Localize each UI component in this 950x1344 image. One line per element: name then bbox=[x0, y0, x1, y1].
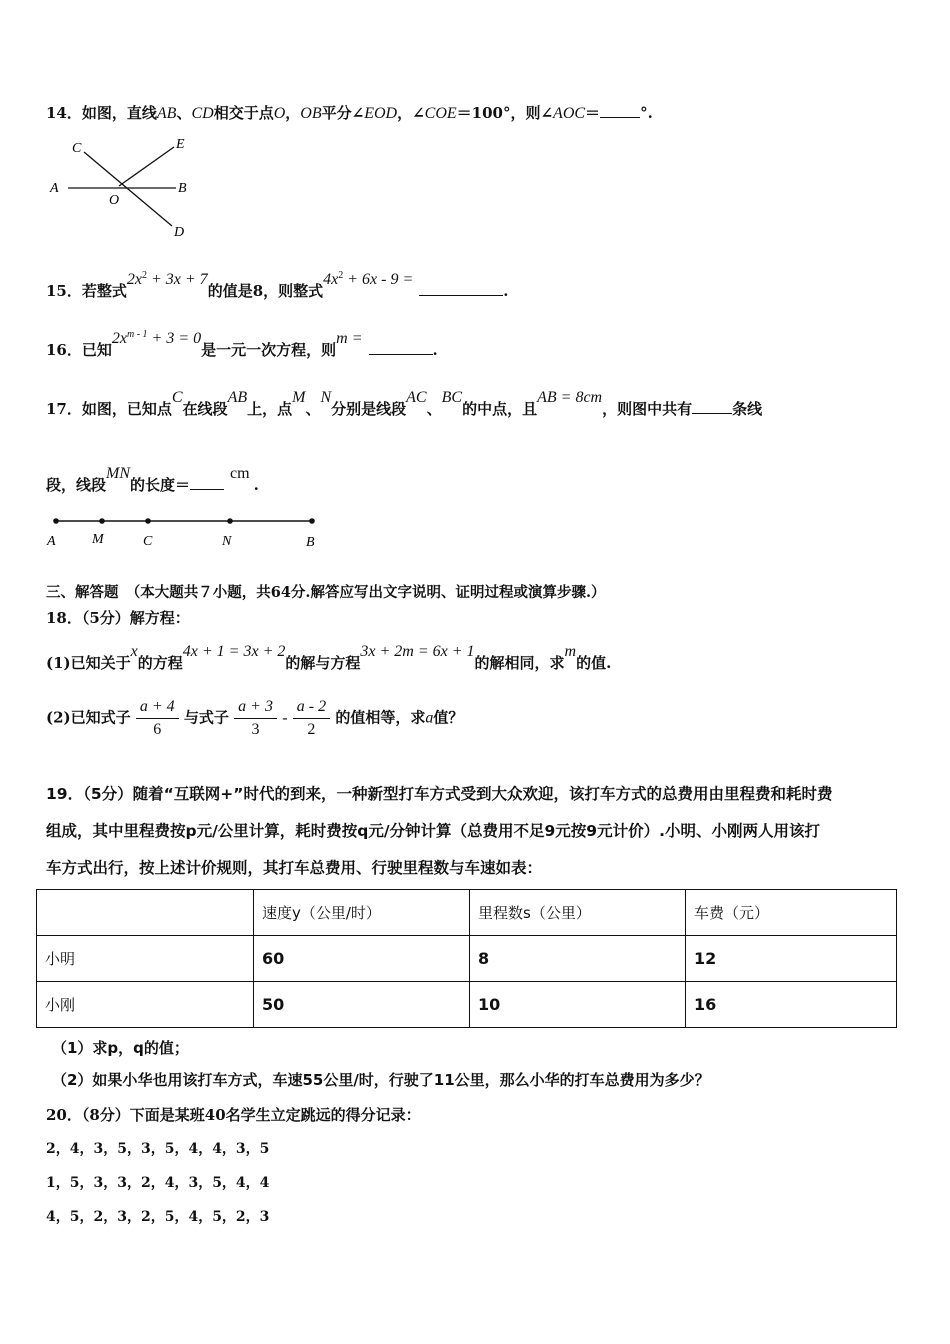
answer-blank bbox=[369, 340, 433, 355]
table-cell: 50 bbox=[254, 982, 470, 1028]
point-n bbox=[227, 518, 233, 524]
q18-part2: (2)已知式子 $\frac{a + 4}{6}$ 与式子 $\frac{a + 3}{3}$ - $\frac{a - 2}{2}$ 的值相等，求a值？ bbox=[46, 698, 464, 738]
label-a: A bbox=[47, 534, 56, 549]
q20-title: 20．（8分）下面是某班40名学生立定跳远的得分记录： bbox=[46, 1106, 421, 1124]
table-row bbox=[37, 982, 897, 1028]
point-m bbox=[99, 518, 105, 524]
q19-sub2: （2）如果小华也用该打车方式，车速55公里/时，行驶了11公里，那么小华的打车总费用为多少？ bbox=[52, 1071, 710, 1089]
q15-text: 15．若整式$2x^2 + 3x + 7$的值是8，则整式$4x^2 + 6x - 9$ =. bbox=[46, 270, 509, 300]
q16-text: 16．已知$2x^{m - 1} + 3 = 0$是一元一次方程，则m =. bbox=[46, 329, 438, 359]
q14-text: 14．如图，直线AB、CD相交于点O，OB平分∠EOD，∠COE＝100°，则∠AOC＝ °. bbox=[46, 104, 653, 122]
label-b: B bbox=[178, 181, 187, 196]
table-cell: 16 bbox=[686, 982, 897, 1028]
q18-part1: (1)已知关于x的方程4x + 1 = 3x + 2的解与方程3x + 2m = 6x + 1的解相同，求m的值. bbox=[46, 643, 612, 672]
label-d: D bbox=[174, 225, 185, 240]
ray-oe bbox=[119, 147, 174, 186]
q17-figure bbox=[44, 512, 344, 552]
q17-text: 17．如图，已知点C在线段AB上，点M、N分别是线段AC、BC的中点，且AB = 8cm，则图中共有 条线 bbox=[46, 389, 763, 418]
table-cell: 8 bbox=[470, 936, 686, 982]
table-header-row bbox=[37, 890, 897, 936]
q18-title: 18．（5分）解方程： bbox=[46, 609, 190, 627]
answer-blank bbox=[692, 399, 732, 414]
section-heading: 三、解答题 （本大题共７小题，共64分.解答应写出文字说明、证明过程或演算步骤.） bbox=[46, 584, 606, 601]
table-cell: 60 bbox=[254, 936, 470, 982]
table-cell: 小明 bbox=[37, 936, 254, 982]
q19-sub1: （1）求p，q的值； bbox=[52, 1039, 189, 1057]
label-e: E bbox=[176, 137, 185, 152]
table-header-cell: 里程数s（公里） bbox=[470, 890, 686, 936]
table-header-cell bbox=[37, 890, 254, 936]
q19-line1: 19．（5分）随着“互联网+”时代的到来，一种新型打车方式受到大众欢迎，该打车方式的总费用由里程费和耗时费 bbox=[46, 785, 833, 803]
fraction-3: $\frac{a - 2}{2}$ bbox=[293, 698, 330, 739]
point-c bbox=[145, 518, 151, 524]
label-n: N bbox=[222, 534, 232, 549]
fraction-2: $\frac{a + 3}{3}$ bbox=[234, 698, 277, 739]
label-o: O bbox=[109, 193, 120, 208]
table-cell: 12 bbox=[686, 936, 897, 982]
score-row: 4，5，2，3，2，5，4，5，2，3 bbox=[46, 1209, 270, 1225]
score-row: 2，4，3，5，3，5，4，4，3，5 bbox=[46, 1141, 270, 1157]
table-header-cell: 速度y（公里/时） bbox=[254, 890, 470, 936]
answer-blank bbox=[419, 281, 503, 296]
score-row: 1，5，3，3，2，4，3，5，4，4 bbox=[46, 1175, 270, 1191]
point-b bbox=[309, 518, 315, 524]
table-cell: 10 bbox=[470, 982, 686, 1028]
label-c: C bbox=[143, 534, 153, 549]
point-a bbox=[53, 518, 59, 524]
q17-text-line2: 段，线段MN的长度＝cm. bbox=[46, 465, 259, 494]
label-a: A bbox=[50, 181, 59, 196]
q19-line3: 车方式出行，按上述计价规则，其打车总费用、行驶里程数与车速如表： bbox=[46, 859, 543, 877]
fraction-1: $\frac{a + 4}{6}$ bbox=[136, 698, 179, 739]
label-m: M bbox=[92, 532, 104, 547]
table-cell: 小刚 bbox=[37, 982, 254, 1028]
q14-figure bbox=[46, 134, 206, 244]
table-row bbox=[37, 936, 897, 982]
table-header-cell: 车费（元） bbox=[686, 890, 897, 936]
answer-blank bbox=[190, 475, 224, 490]
answer-blank bbox=[600, 103, 640, 118]
label-b: B bbox=[306, 535, 315, 550]
q19-line2: 组成，其中里程费按p元/公里计算，耗时费按q元/分钟计算（总费用不足9元按9元计价）.小明、小刚两人用该打 bbox=[46, 822, 820, 840]
label-c: C bbox=[72, 141, 82, 156]
line-cd bbox=[84, 152, 172, 226]
fare-table bbox=[36, 889, 897, 1028]
